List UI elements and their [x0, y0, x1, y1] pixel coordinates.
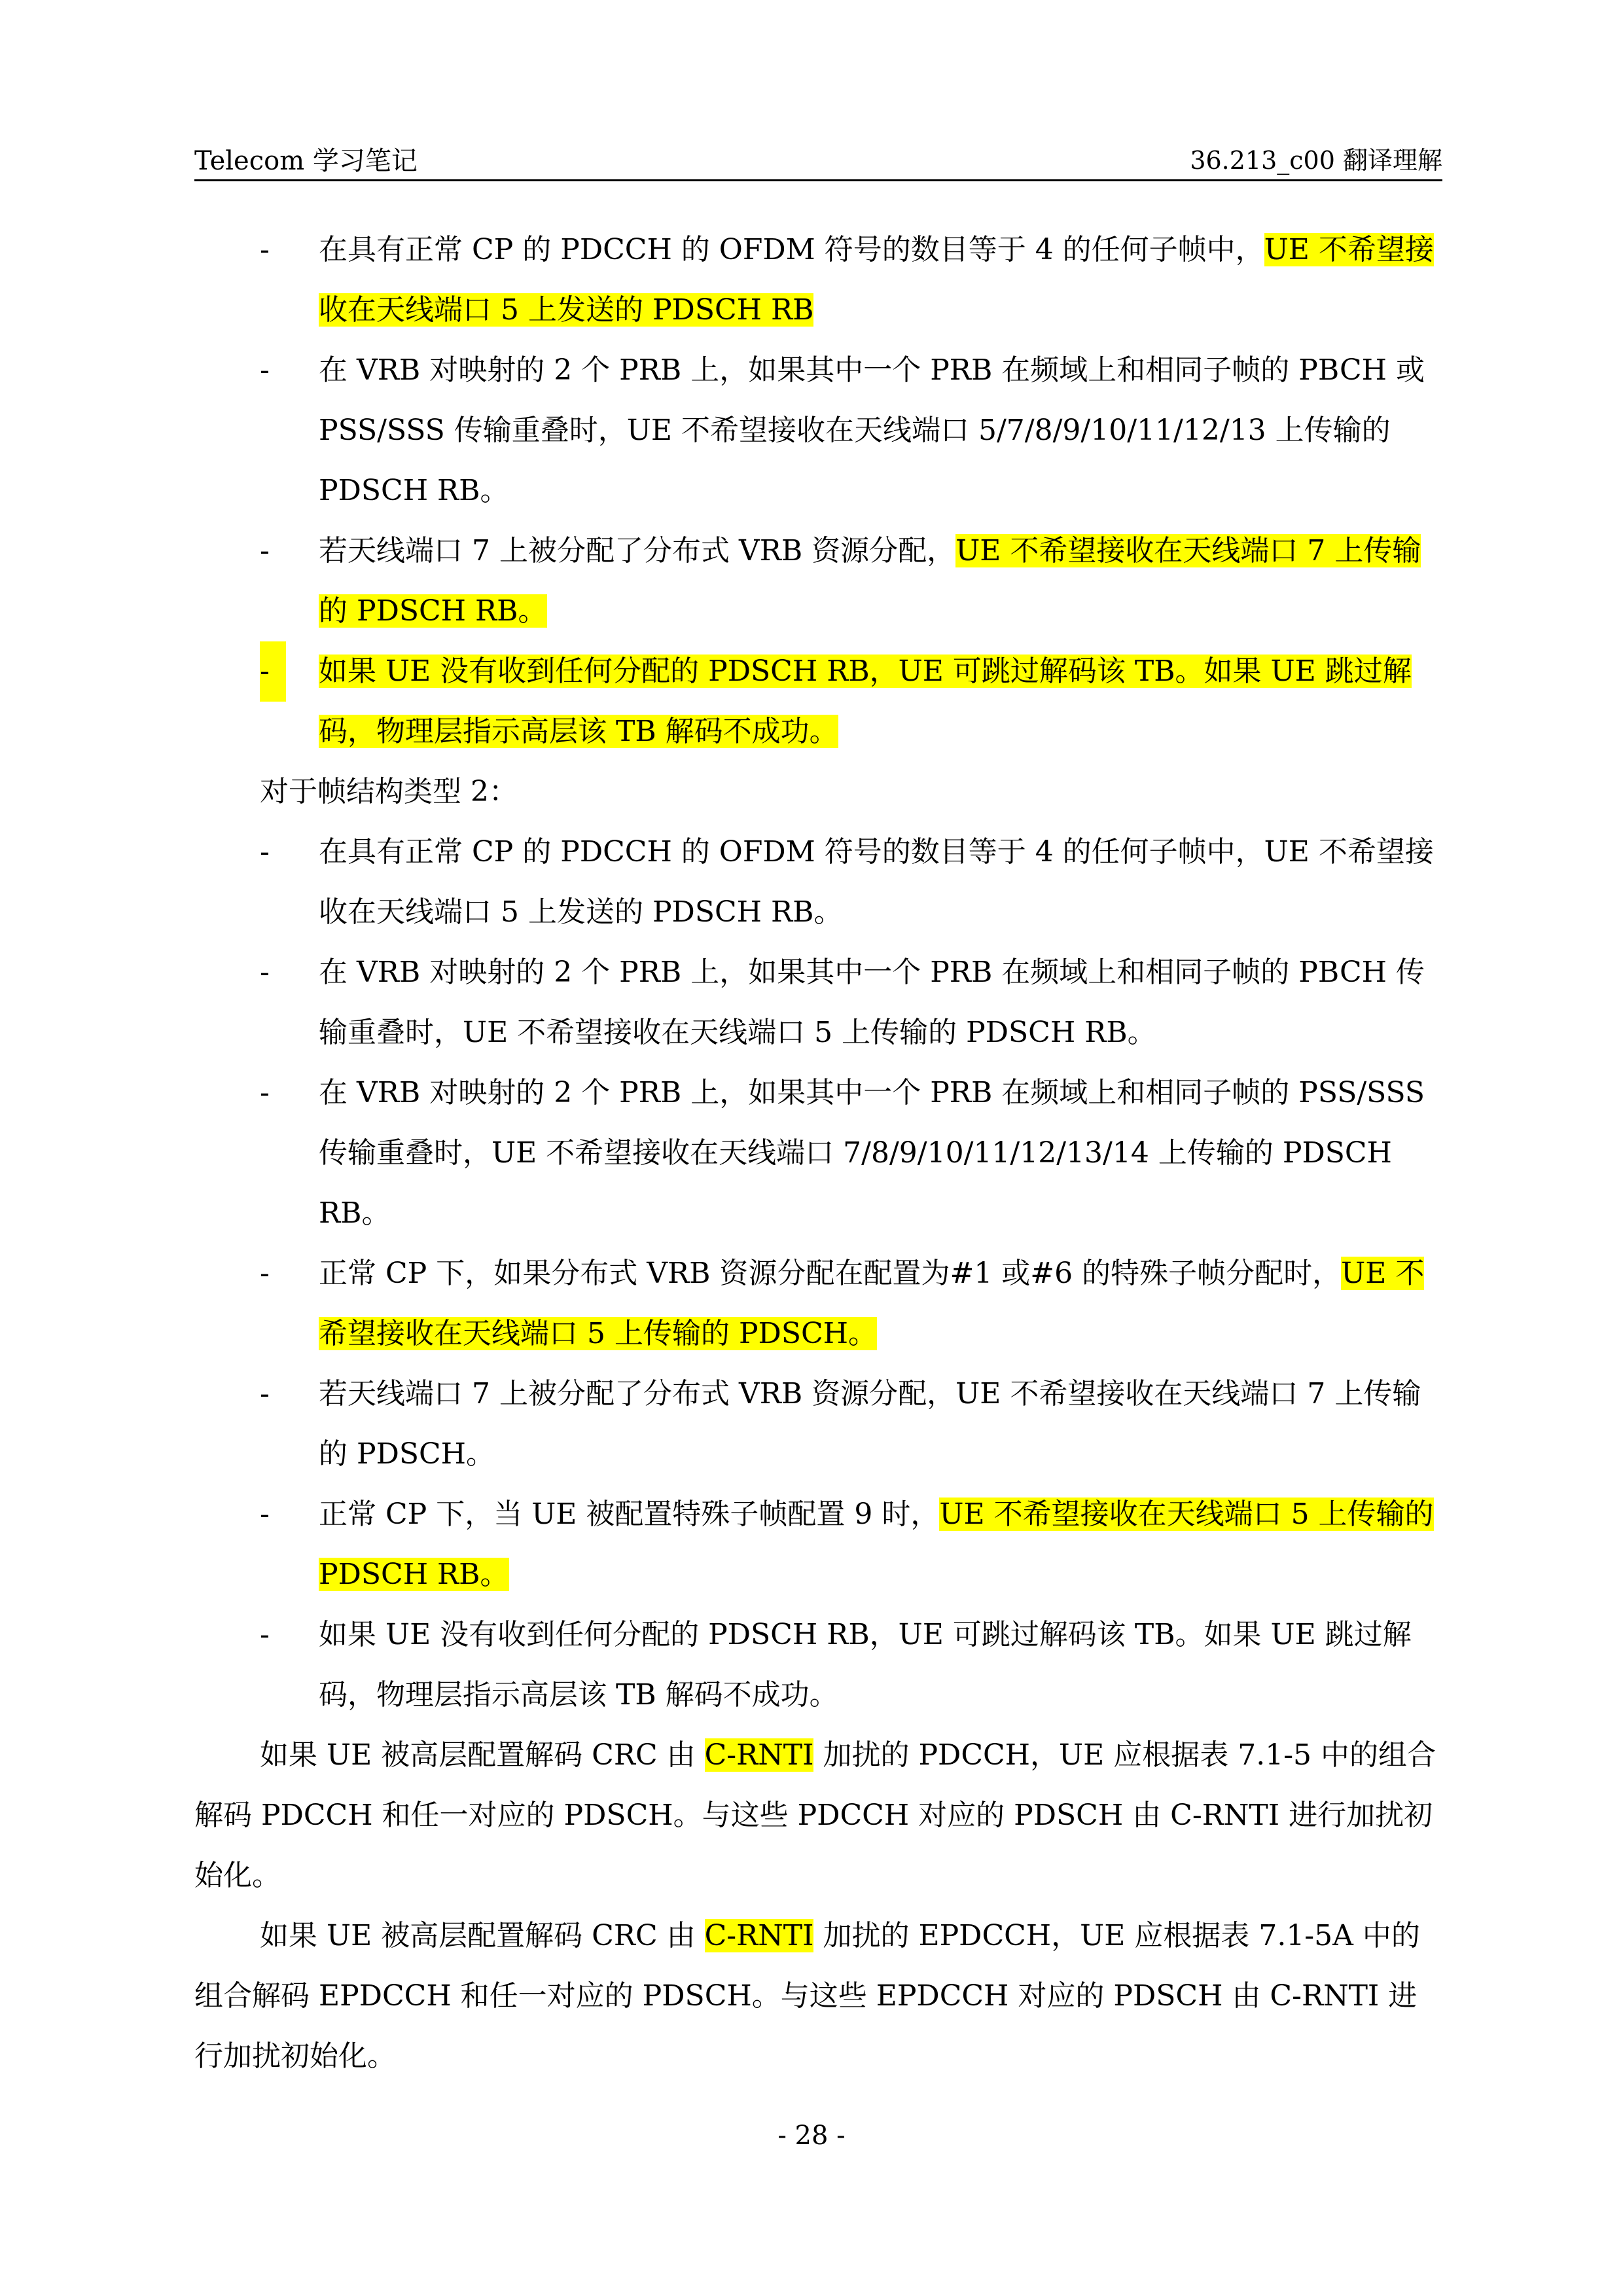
item-text: 在具有正常 CP 的 PDCCH 的 OFDM 符号的数目等于 4 的任何子帧中， — [319, 233, 1264, 266]
header-left-title: Telecom 学习笔记 — [194, 146, 418, 176]
list-item — [194, 822, 1442, 942]
page-header — [194, 137, 1442, 181]
list-item — [194, 1364, 1442, 1484]
item-text: 在 VRB 对映射的 2 个 PRB 上，如果其中一个 PRB 在频域上和相同子帧的 PSS/SSS 传输重叠时，UE 不希望接收在天线端口 7/8/9/10/11/12/13/14 上传输的 PDSCH RB。 — [319, 1076, 1425, 1230]
section-title: 对于帧结构类型 2： — [260, 775, 518, 808]
paragraph — [194, 1906, 1442, 2087]
paragraph-text: 加扰的 PDCCH，UE 应根据表 7.1-5 中的组合解码 PDCCH 和任一对应的 PDSCH。与这些 PDCCH 对应的 PDSCH 由 C-RNTI 进行加扰初始化。 — [194, 1738, 1436, 1892]
list-item — [194, 220, 1442, 340]
list-dash: - — [260, 534, 270, 567]
highlighted-text: UE 不希望接收在天线端口 7 上传输的 PDSCH RB。 — [319, 534, 1421, 628]
highlighted-text: UE 不希望接收在天线端口 5 上传输的 PDSCH RB。 — [319, 1498, 1434, 1591]
item-text: 若天线端口 7 上被分配了分布式 VRB 资源分配， — [319, 534, 956, 567]
list-item — [194, 1244, 1442, 1364]
item-text: 正常 CP 下，当 UE 被配置特殊子帧配置 9 时， — [319, 1498, 940, 1531]
item-text: 正常 CP 下，如果分布式 VRB 资源分配在配置为#1 或#6 的特殊子帧分配时， — [319, 1257, 1342, 1290]
paragraph-text: 加扰的 EPDCCH，UE 应根据表 7.1-5A 中的组合解码 EPDCCH 和任一对应的 PDSCH。与这些 EPDCCH 对应的 PDSCH 由 C-RNTI 进行加扰初始化。 — [194, 1919, 1420, 2073]
list-item — [194, 1605, 1442, 1725]
header-right-title: 36.213_c00 翻译理解 — [1190, 146, 1442, 175]
paragraph-text: 如果 UE 被高层配置解码 CRC 由 — [260, 1919, 705, 1952]
item-text: 在具有正常 CP 的 PDCCH 的 OFDM 符号的数目等于 4 的任何子帧中，UE 不希望接收在天线端口 5 上发送的 PDSCH RB。 — [319, 835, 1434, 929]
page-content — [194, 220, 1442, 2087]
highlighted-text: C-RNTI — [704, 1738, 814, 1772]
list-item — [194, 942, 1442, 1063]
list-dash: - — [260, 353, 270, 387]
highlighted-text: 如果 UE 没有收到任何分配的 PDSCH RB，UE 可跳过解码该 TB。如果 UE 跳过解码，物理层指示高层该 TB 解码不成功。 — [319, 655, 1412, 748]
list-item — [194, 340, 1442, 521]
list-item — [194, 1484, 1442, 1605]
paragraph — [194, 1725, 1442, 1906]
list-dash: - — [260, 835, 270, 869]
item-text: 在 VRB 对映射的 2 个 PRB 上，如果其中一个 PRB 在频域上和相同子帧的 PBCH 传输重叠时，UE 不希望接收在天线端口 5 上传输的 PDSCH RB。 — [319, 956, 1425, 1049]
list-item — [194, 641, 1442, 762]
list-dash: - — [260, 956, 270, 989]
item-text: 若天线端口 7 上被分配了分布式 VRB 资源分配，UE 不希望接收在天线端口 7 上传输的 PDSCH。 — [319, 1377, 1421, 1471]
highlighted-text: C-RNTI — [704, 1919, 814, 1952]
list-item — [194, 521, 1442, 641]
item-text: 在 VRB 对映射的 2 个 PRB 上，如果其中一个 PRB 在频域上和相同子帧的 PBCH 或 PSS/SSS 传输重叠时，UE 不希望接收在天线端口 5/7/8/9/10/11/12/13 上传输的 PDSCH RB。 — [319, 353, 1425, 507]
list-dash: - — [260, 641, 286, 702]
list-dash: - — [260, 233, 270, 266]
list-dash: - — [260, 1618, 270, 1651]
list-dash: - — [260, 1257, 270, 1290]
list-dash: - — [260, 1076, 270, 1109]
paragraph-text: 如果 UE 被高层配置解码 CRC 由 — [260, 1738, 705, 1772]
list-dash: - — [260, 1377, 270, 1410]
page-number: - 28 - — [777, 2121, 846, 2151]
item-text: 如果 UE 没有收到任何分配的 PDSCH RB，UE 可跳过解码该 TB。如果 UE 跳过解码，物理层指示高层该 TB 解码不成功。 — [319, 1618, 1412, 1712]
highlighted-text: UE 不希望接收在天线端口 5 上发送的 PDSCH RB — [319, 233, 1434, 327]
highlighted-text: UE 不希望接收在天线端口 5 上传输的 PDSCH。 — [319, 1257, 1425, 1350]
list-item — [194, 1063, 1442, 1244]
list-dash: - — [260, 1498, 270, 1531]
